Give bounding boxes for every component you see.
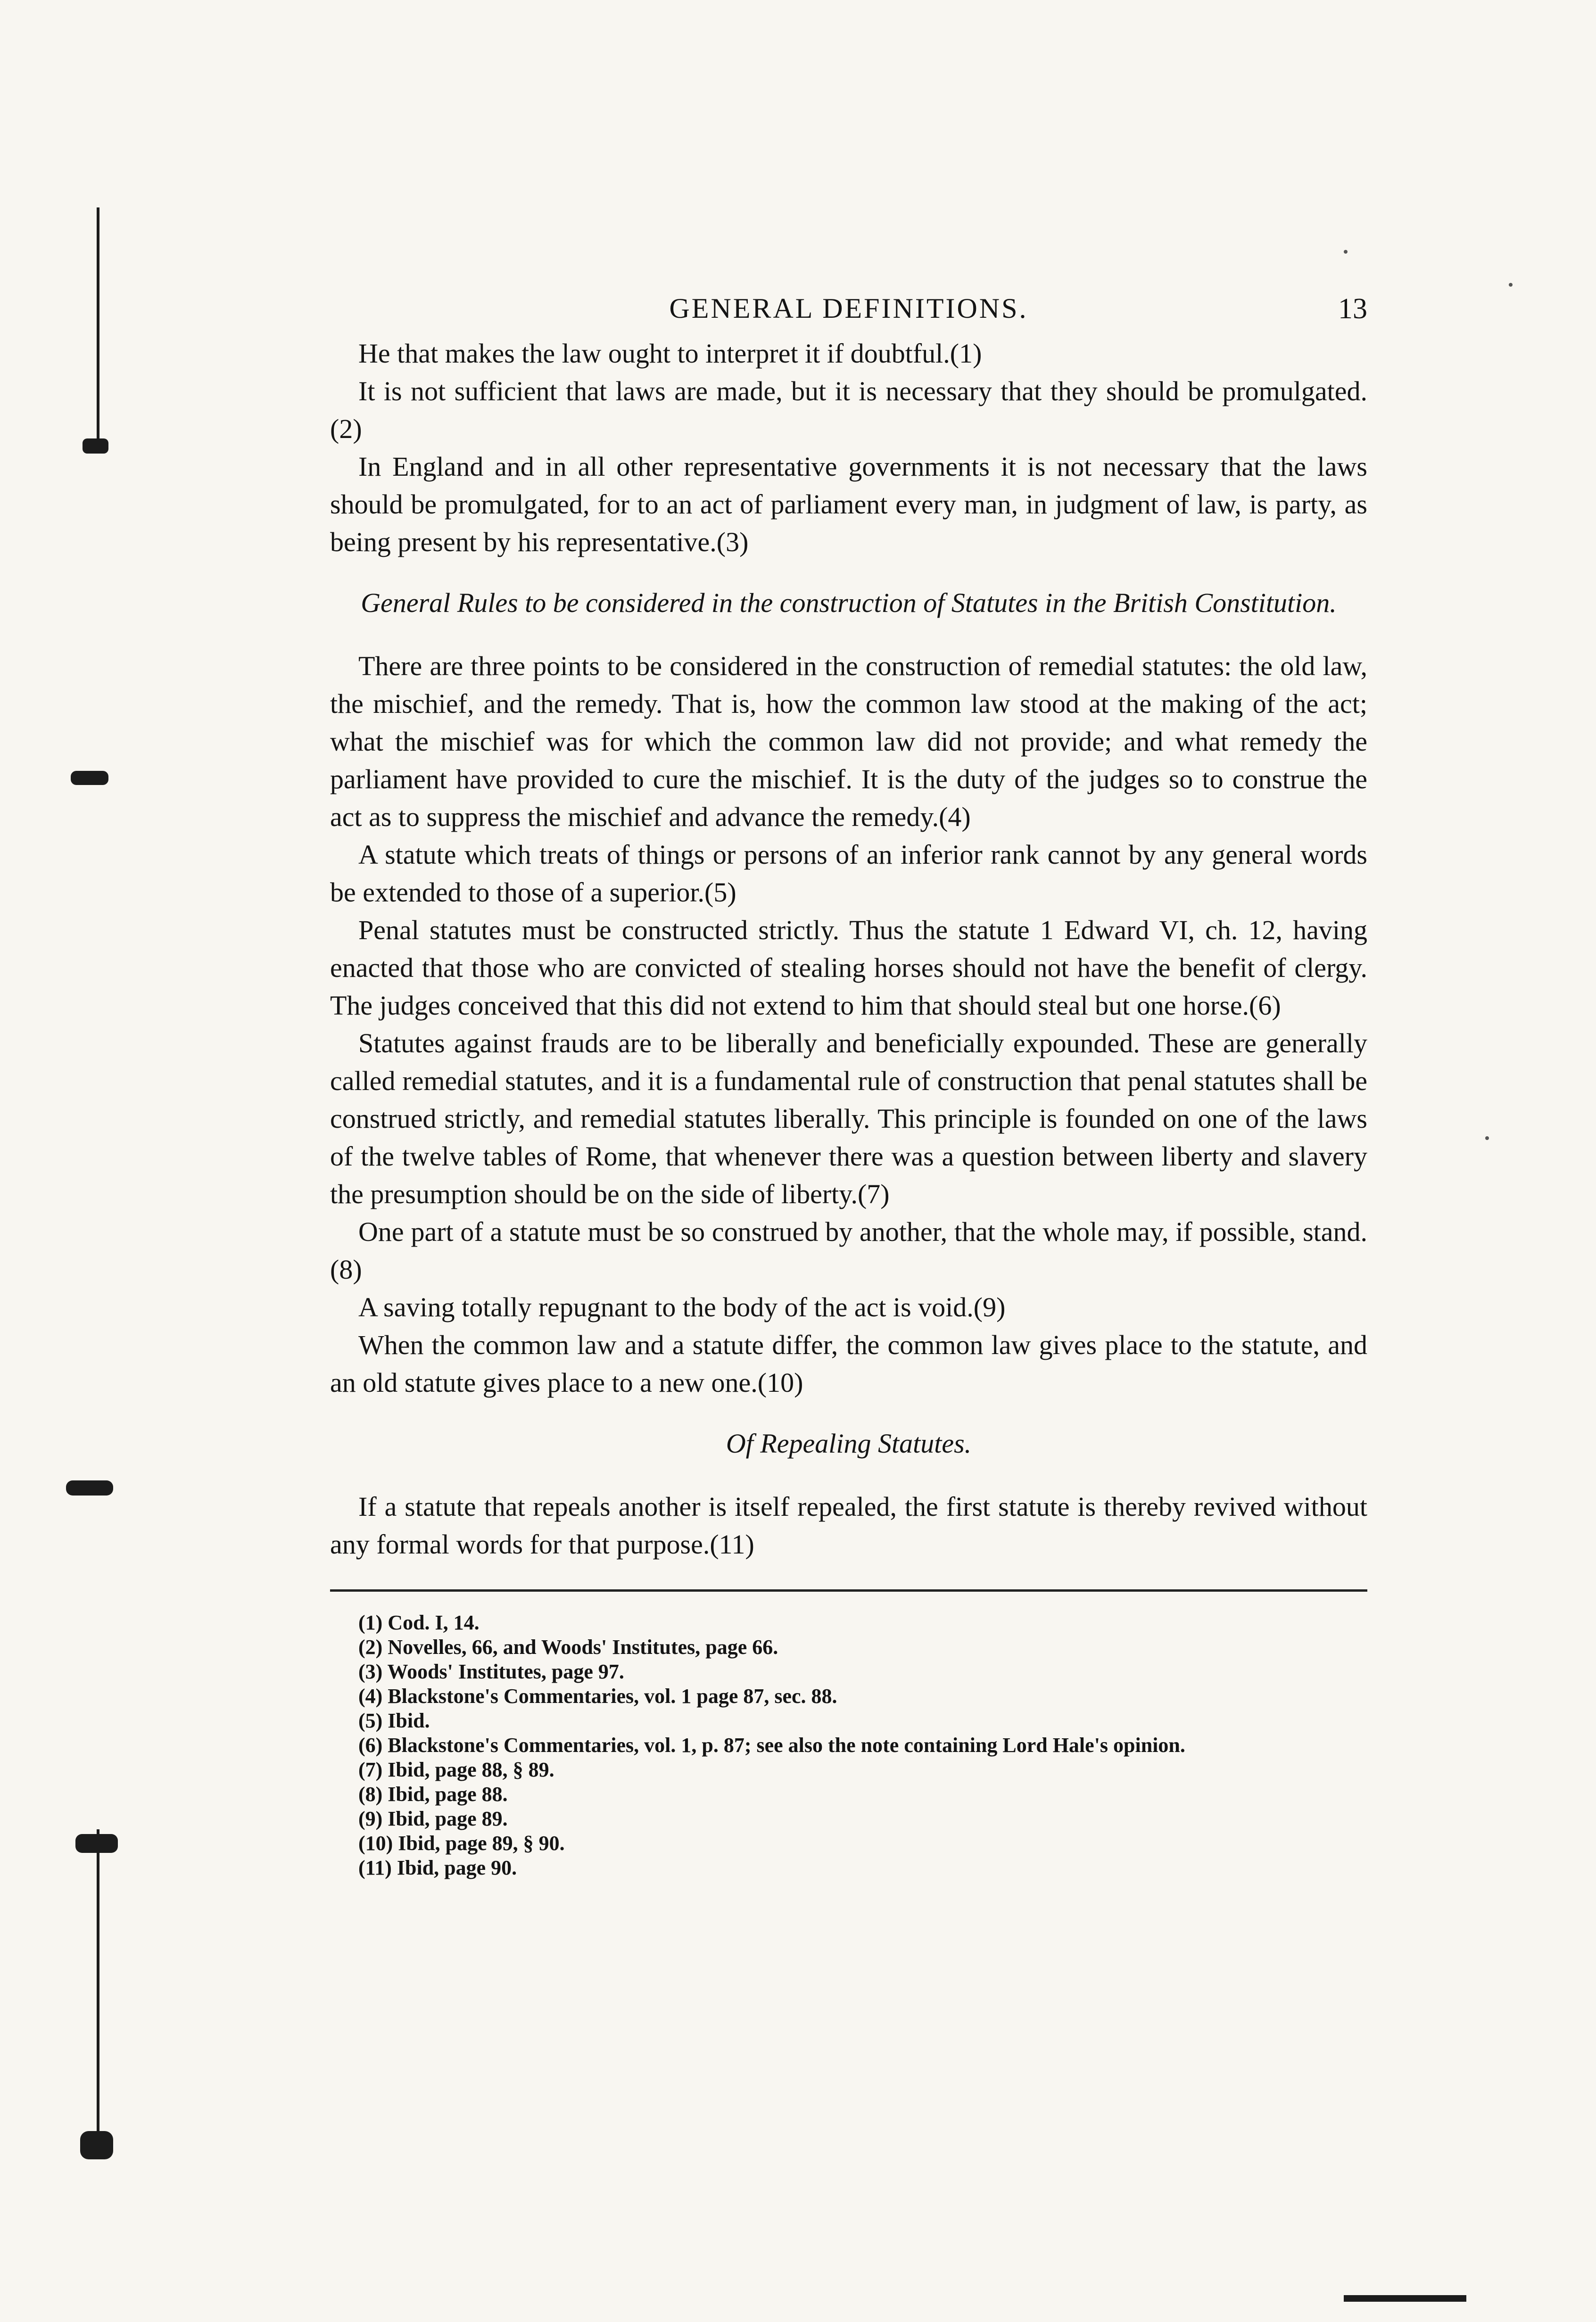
paragraph: If a statute that repeals another is itself repealed, the first statute is thereby revived without any formal words for that purpose.(11) bbox=[330, 1491, 1367, 1560]
footnote: (5) Ibid. bbox=[358, 1709, 430, 1732]
paragraph: He that makes the law ought to interpret it if doubtful.(1) bbox=[358, 338, 982, 369]
binding-mark bbox=[1344, 2295, 1466, 2302]
paragraph: Statutes against frauds are to be liberally and beneficially expounded. These are generally called remedial statutes, and it is a fundamental rule of construction that penal statutes shall be construed strictly, and remedial statutes liberally. This principle is founded on one of the laws of the twelve tables of Rome, that whenever there was a question between liberty and slavery the presumption should be on the side of liberty.(7) bbox=[330, 1028, 1367, 1209]
footnote-rule bbox=[330, 1589, 1367, 1592]
speck bbox=[1344, 250, 1348, 254]
page-header bbox=[330, 273, 1367, 335]
paragraph: A saving totally repugnant to the body of the act is void.(9) bbox=[358, 1292, 1006, 1322]
paragraph: It is not sufficient that laws are made, but it is necessary that they should be promulgated.(2) bbox=[330, 376, 1367, 444]
paragraph: A statute which treats of things or persons of an inferior rank cannot by any general words be extended to those of a superior.(5) bbox=[330, 839, 1367, 908]
speck bbox=[1485, 1136, 1489, 1140]
binding-mark bbox=[66, 1480, 113, 1496]
page-number: 13 bbox=[1338, 293, 1367, 325]
running-head: GENERAL DEFINITIONS. bbox=[669, 293, 1028, 324]
paragraph: One part of a statute must be so construed by another, that the whole may, if possible, stand.(8) bbox=[330, 1216, 1367, 1285]
binding-mark bbox=[97, 207, 99, 453]
paragraph: In England and in all other representative governments it is not necessary that the laws should be promulgated, for to an act of parliament every man, in judgment of law, is party, as being present by his representative.(3) bbox=[330, 451, 1367, 557]
footnotes bbox=[330, 1611, 1367, 1880]
footnote: (10) Ibid, page 89, § 90. bbox=[358, 1832, 565, 1855]
text-block bbox=[330, 273, 1367, 1880]
paragraph: Penal statutes must be constructed strictly. Thus the statute 1 Edward VI, ch. 12, having enacted that those who are convicted of stealing horses should not have the benefit of clergy. The judges conceived that this did not extend to him that should steal but one horse.(6) bbox=[330, 915, 1367, 1021]
paragraph: When the common law and a statute differ, the common law gives place to the statute, and an old statute gives place to a new one.(10) bbox=[330, 1330, 1367, 1398]
footnote: (6) Blackstone's Commentaries, vol. 1, p. 87; see also the note containing Lord Hale's opinion. bbox=[358, 1734, 1185, 1757]
section-heading: General Rules to be considered in the construction of Statutes in the British Constitution. bbox=[361, 587, 1337, 618]
footnote: (4) Blackstone's Commentaries, vol. 1 page 87, sec. 88. bbox=[358, 1685, 837, 1708]
footnote: (11) Ibid, page 90. bbox=[358, 1856, 517, 1879]
footnote: (1) Cod. I, 14. bbox=[358, 1611, 480, 1634]
footnote: (2) Novelles, 66, and Woods' Institutes, page 66. bbox=[358, 1636, 778, 1659]
footnote: (9) Ibid, page 89. bbox=[358, 1807, 508, 1830]
paragraph: There are three points to be considered in the construction of remedial statutes: the old law, the mischief, and the remedy. That is, how the common law stood at the making of the act; what the mischief was for which the common law did not provide; and what remedy the parliament have provided to cure the mischief. It is the duty of the judges so to construe the act as to suppress the mischief and advance the remedy.(4) bbox=[330, 651, 1367, 832]
binding-mark bbox=[75, 1834, 118, 1853]
footnote: (8) Ibid, page 88. bbox=[358, 1783, 508, 1806]
binding-mark bbox=[97, 1829, 99, 2131]
section-heading: Of Repealing Statutes. bbox=[726, 1428, 972, 1459]
binding-mark bbox=[71, 771, 108, 785]
footnote: (7) Ibid, page 88, § 89. bbox=[358, 1758, 554, 1781]
binding-mark bbox=[80, 2131, 113, 2159]
speck bbox=[1509, 283, 1513, 287]
binding-mark bbox=[83, 438, 108, 454]
footnote: (3) Woods' Institutes, page 97. bbox=[358, 1660, 624, 1683]
